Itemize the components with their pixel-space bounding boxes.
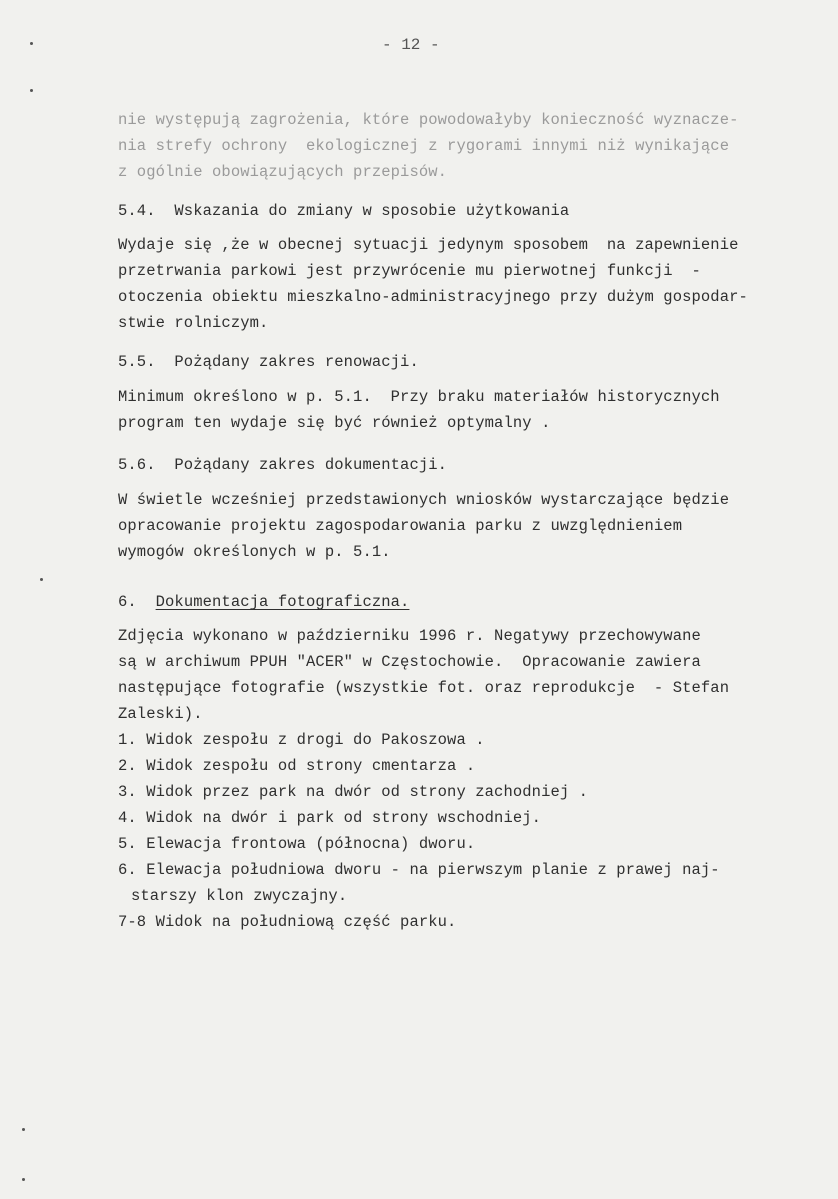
margin-mark	[30, 42, 33, 45]
text-line: następujące fotografie (wszystkie fot. oraz reprodukcje - Stefan	[118, 679, 730, 697]
list-item: 2. Widok zespołu od strony cmentarza .	[118, 757, 476, 775]
text-line: wymogów określonych w p. 5.1.	[118, 543, 391, 561]
section-heading-5-6: 5.6. Pożądany zakres dokumentacji.	[118, 456, 448, 474]
margin-mark	[22, 1178, 25, 1181]
list-item: 5. Elewacja frontowa (północna) dworu.	[118, 835, 476, 853]
list-item: 1. Widok zespołu z drogi do Pakoszowa .	[118, 731, 485, 749]
section-number: 6.	[118, 593, 156, 611]
text-line: Zaleski).	[118, 705, 203, 723]
text-line: W świetle wcześniej przedstawionych wniosków wystarczające będzie	[118, 491, 730, 509]
margin-mark	[22, 1128, 25, 1131]
text-line: przetrwania parkowi jest przywrócenie mu pierwotnej funkcji -	[118, 262, 701, 280]
text-line: otoczenia obiektu mieszkalno-administracyjnego przy dużym gospodar-	[118, 288, 748, 306]
list-item: 6. Elewacja południowa dworu - na pierwszym planie z prawej naj-	[118, 861, 720, 879]
list-item-continuation: starszy klon zwyczajny.	[131, 887, 348, 905]
section-heading-5-4: 5.4. Wskazania do zmiany w sposobie użytkowania	[118, 202, 570, 220]
list-item: 3. Widok przez park na dwór od strony zachodniej .	[118, 783, 589, 801]
section-heading-6	[118, 592, 409, 612]
list-item: 7-8 Widok na południową część parku.	[118, 913, 457, 931]
text-line: opracowanie projektu zagospodarowania parku z uwzględnieniem	[118, 517, 683, 535]
section-title: Dokumentacja fotograficzna.	[155, 593, 410, 611]
text-line: Wydaje się ,że w obecnej sytuacji jedynym sposobem na zapewnienie	[118, 236, 739, 254]
text-line: Zdjęcia wykonano w październiku 1996 r. Negatywy przechowywane	[118, 627, 701, 645]
text-line: z ogólnie obowiązujących przepisów.	[118, 163, 448, 181]
text-line: są w archiwum PPUH "ACER" w Częstochowie. Opracowanie zawiera	[118, 653, 701, 671]
text-line: program ten wydaje się być również optymalny .	[118, 414, 551, 432]
page-number: - 12 -	[382, 36, 440, 54]
margin-mark	[40, 578, 43, 581]
margin-mark	[30, 89, 33, 92]
text-line: nia strefy ochrony ekologicznej z rygorami innymi niż wynikające	[118, 137, 730, 155]
section-heading-5-5: 5.5. Pożądany zakres renowacji.	[118, 353, 419, 371]
text-line: Minimum określono w p. 5.1. Przy braku materiałów historycznych	[118, 388, 720, 406]
list-item: 4. Widok na dwór i park od strony wschodniej.	[118, 809, 542, 827]
text-line: stwie rolniczym.	[118, 314, 269, 332]
text-line: nie występują zagrożenia, które powodowałyby konieczność wyznacze-	[118, 111, 739, 129]
